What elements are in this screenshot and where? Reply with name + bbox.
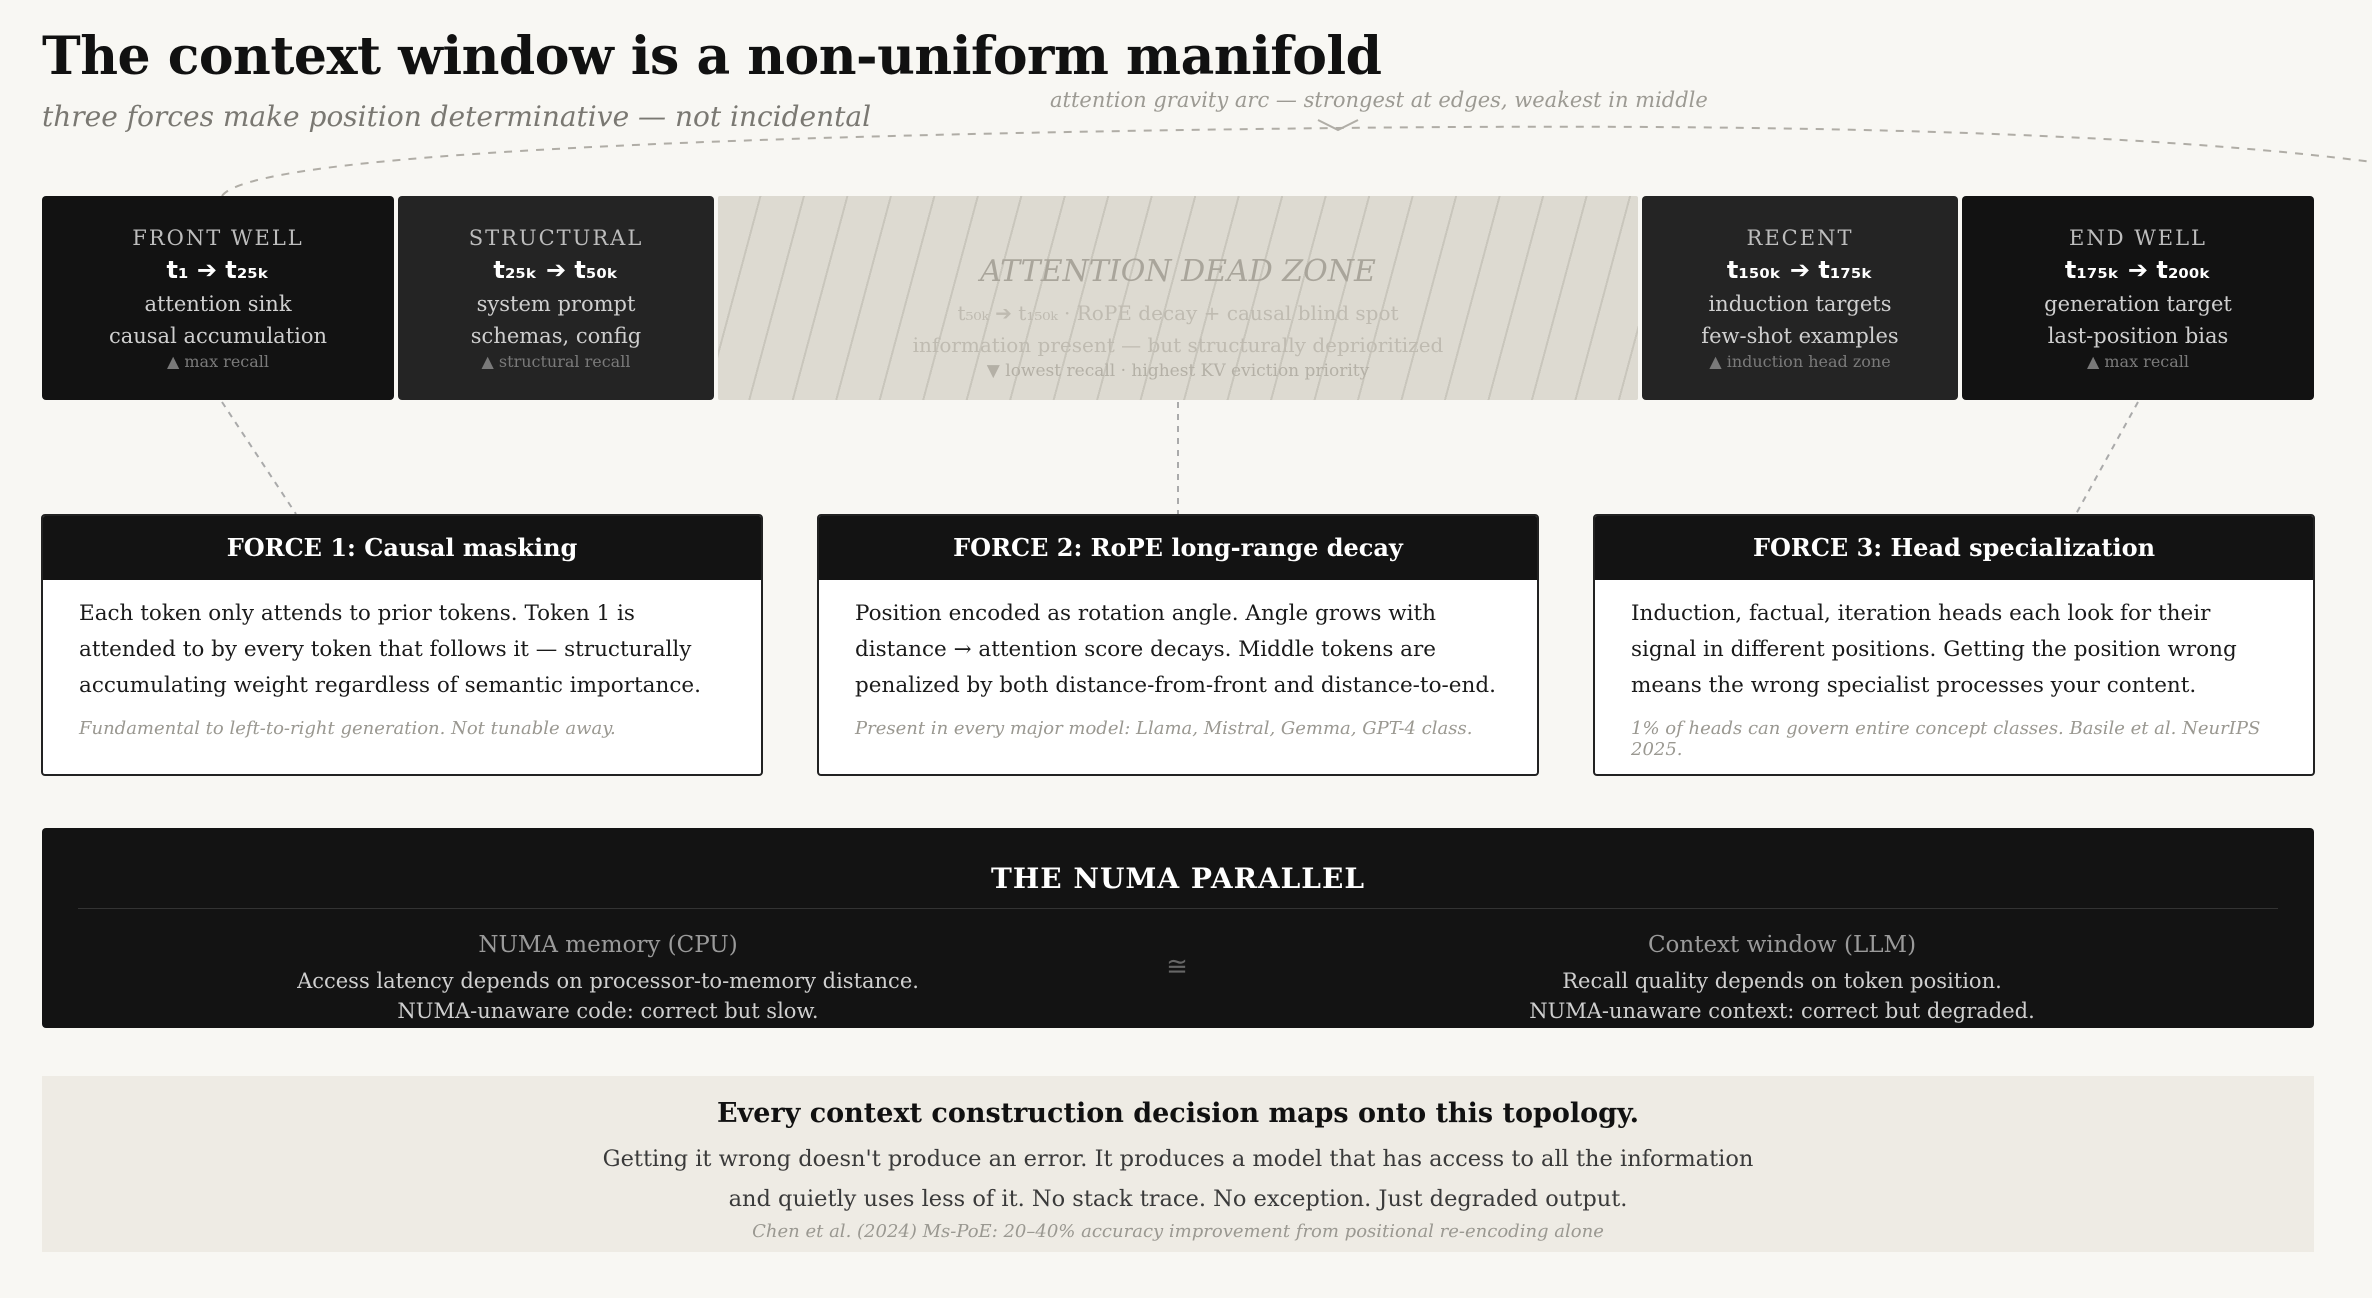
segment-label: STRUCTURAL xyxy=(468,226,644,250)
numa-column-llm xyxy=(1332,932,2232,1026)
force-card-head-specialization xyxy=(1593,514,2315,776)
segment-note: ▲ structural recall xyxy=(481,352,631,371)
segment-label: ATTENTION DEAD ZONE xyxy=(980,254,1376,289)
numa-column-cpu xyxy=(158,932,1058,1026)
force-note: 1% of heads can govern entire concept classes. Basile et al. NeurIPS 2025. xyxy=(1631,718,2261,760)
force-note: Present in every major model: Llama, Mistral, Gemma, GPT-4 class. xyxy=(855,718,1473,739)
closing-headline: Every context construction decision maps onto this topology. xyxy=(716,1098,1640,1129)
force-title: FORCE 3: Head specialization xyxy=(1595,516,2313,580)
force-line: penalized by both distance-from-front and distance-to-end. xyxy=(855,673,1496,698)
connector-front-to-force1 xyxy=(222,402,296,514)
segment-dead-zone xyxy=(718,196,1638,400)
closing-line: and quietly uses less of it. No stack trace. No exception. Just degraded output. xyxy=(728,1186,1628,1212)
segment-desc: t₅₀ₖ ➔ t₁₅₀ₖ · RoPE decay + causal blind spot xyxy=(957,301,1399,325)
segment-note: ▲ max recall xyxy=(166,352,270,371)
numa-column-head: Context window (LLM) xyxy=(1647,932,1917,958)
segment-desc: last-position bias xyxy=(2047,324,2229,348)
segment-range: t₁₇₅ₖ ➔ t₂₀₀ₖ xyxy=(2064,256,2212,284)
segment-desc: information present — but structurally deprioritized xyxy=(912,333,1444,357)
arc-peak-mark xyxy=(1318,120,1358,130)
segment-label: FRONT WELL xyxy=(132,226,304,250)
arc-label: attention gravity arc — strongest at edges, weakest in middle xyxy=(1050,88,1708,112)
segment-label: RECENT xyxy=(1746,226,1854,250)
numa-column-head: NUMA memory (CPU) xyxy=(478,932,738,958)
connector-end-to-force3 xyxy=(2076,402,2138,514)
segment-note: ▼ lowest recall · highest KV eviction priority xyxy=(986,361,1370,381)
segment-range: t₁₅₀ₖ ➔ t₁₇₅ₖ xyxy=(1726,256,1874,284)
numa-parallel-panel xyxy=(42,828,2314,1028)
segment-desc: causal accumulation xyxy=(108,324,328,348)
force-note: Fundamental to left-to-right generation. Not tunable away. xyxy=(79,718,616,739)
segment-range: t₂₅ₖ ➔ t₅₀ₖ xyxy=(493,256,619,284)
segment-label: END WELL xyxy=(2068,226,2208,250)
approx-equal-icon: ≅ xyxy=(1166,952,1188,982)
numa-column-line: NUMA-unaware code: correct but slow. xyxy=(397,999,819,1023)
segment-range: t₁ ➔ t₂₅ₖ xyxy=(166,256,270,284)
force-line: means the wrong specialist processes your content. xyxy=(1631,673,2197,698)
segment-note: ▲ induction head zone xyxy=(1709,352,1891,371)
segment-desc: system prompt xyxy=(476,292,636,316)
segment-desc: attention sink xyxy=(144,292,292,316)
force-line: attended to by every token that follows it — structurally xyxy=(79,637,692,662)
force-card-rope-decay xyxy=(817,514,1539,776)
force-line: accumulating weight regardless of semantic importance. xyxy=(79,673,701,698)
segment-note: ▲ max recall xyxy=(2086,352,2190,371)
force-title: FORCE 1: Causal masking xyxy=(43,516,761,580)
segment-front-well xyxy=(42,196,394,400)
force-body xyxy=(43,580,761,704)
numa-title: THE NUMA PARALLEL xyxy=(991,862,1365,895)
segment-recent xyxy=(1642,196,1958,400)
force-line: signal in different positions. Getting the position wrong xyxy=(1631,637,2237,662)
numa-column-line: Recall quality depends on token position. xyxy=(1562,969,2002,993)
segment-structural xyxy=(398,196,714,400)
segment-desc: schemas, config xyxy=(470,324,642,348)
force-line: Each token only attends to prior tokens. Token 1 is xyxy=(79,601,635,626)
force-line: Induction, factual, iteration heads each look for their xyxy=(1631,601,2211,626)
numa-column-line: Access latency depends on processor-to-memory distance. xyxy=(297,969,919,993)
force-line: Position encoded as rotation angle. Angle grows with xyxy=(855,601,1437,626)
attention-gravity-arc xyxy=(222,127,2372,196)
numa-column-line: NUMA-unaware context: correct but degraded. xyxy=(1529,999,2035,1023)
page-title: The context window is a non-uniform manifold xyxy=(42,26,1382,87)
closing-line: Getting it wrong doesn't produce an error. It produces a model that has access to all the information xyxy=(602,1146,1754,1172)
force-body xyxy=(1595,580,2313,704)
segment-end-well xyxy=(1962,196,2314,400)
force-card-causal-masking xyxy=(41,514,763,776)
force-title: FORCE 2: RoPE long-range decay xyxy=(819,516,1537,580)
segment-desc: generation target xyxy=(2044,292,2232,316)
closing-panel xyxy=(42,1076,2314,1252)
force-body xyxy=(819,580,1537,704)
closing-citation: Chen et al. (2024) Ms-PoE: 20–40% accuracy improvement from positional re-encoding alone xyxy=(752,1221,1604,1242)
page-subtitle: three forces make position determinative — not incidental xyxy=(42,100,872,133)
segment-desc: induction targets xyxy=(1708,292,1892,316)
force-line: distance → attention score decays. Middle tokens are xyxy=(855,637,1437,662)
segment-desc: few-shot examples xyxy=(1701,324,1899,348)
numa-divider xyxy=(78,908,2278,909)
